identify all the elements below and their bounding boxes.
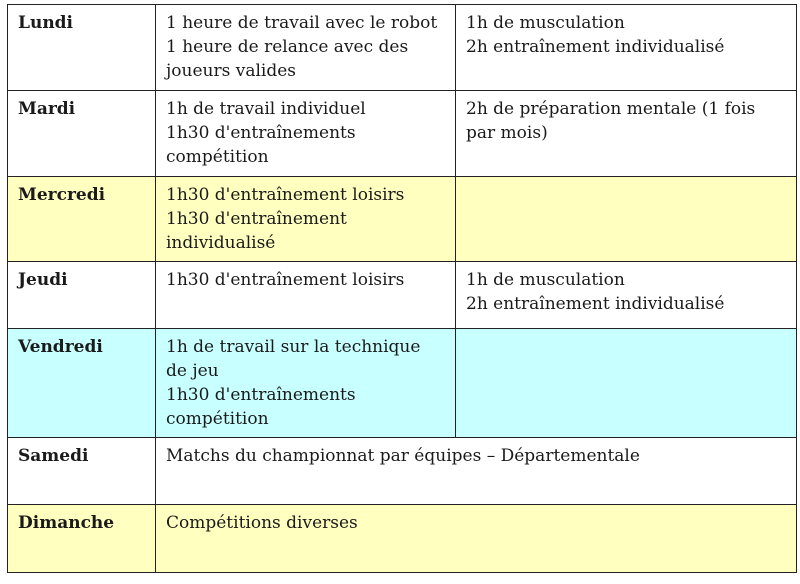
day-cell: Samedi bbox=[8, 438, 156, 505]
day-cell: Dimanche bbox=[8, 505, 156, 573]
activities-cell bbox=[456, 91, 797, 177]
row-lundi bbox=[8, 5, 797, 91]
activities-cell bbox=[156, 5, 456, 91]
empty-cell bbox=[456, 329, 797, 438]
activity-line: 1 heure de relance avec des joueurs valides bbox=[166, 37, 409, 81]
day-cell: Mercredi bbox=[8, 177, 156, 262]
activities-cell bbox=[156, 262, 456, 329]
activity-line: 1h de musculation bbox=[466, 13, 625, 33]
row-mardi bbox=[8, 91, 797, 177]
row-jeudi bbox=[8, 262, 797, 329]
activities-cell bbox=[456, 262, 797, 329]
activity-line: 1h30 d'entraînement loisirs bbox=[166, 270, 405, 290]
activity-line: 1h de travail sur la technique de jeu bbox=[166, 337, 421, 381]
day-cell: Mardi bbox=[8, 91, 156, 177]
activity-line: 2h de préparation mentale (1 fois par mois) bbox=[466, 99, 756, 143]
weekly-schedule-table bbox=[7, 4, 797, 573]
activity-line: 1h de musculation bbox=[466, 270, 625, 290]
activity-line: 1h30 d'entraînements compétition bbox=[166, 123, 356, 167]
activities-cell bbox=[156, 91, 456, 177]
activities-span-cell bbox=[156, 438, 797, 505]
day-cell: Vendredi bbox=[8, 329, 156, 438]
activity-line: 1 heure de travail avec le robot bbox=[166, 13, 438, 33]
row-samedi bbox=[8, 438, 797, 505]
activity-line: 2h entraînement individualisé bbox=[466, 37, 725, 57]
activity-line: 1h de travail individuel bbox=[166, 99, 366, 119]
day-cell: Lundi bbox=[8, 5, 156, 91]
activities-span-cell bbox=[156, 505, 797, 573]
activity-line: 2h entraînement individualisé bbox=[466, 294, 725, 314]
row-vendredi bbox=[8, 329, 797, 438]
row-dimanche bbox=[8, 505, 797, 573]
activity-line: Compétitions diverses bbox=[166, 513, 358, 533]
activities-cell bbox=[156, 177, 456, 262]
activity-line: 1h30 d'entraînements compétition bbox=[166, 385, 356, 429]
activities-cell bbox=[156, 329, 456, 438]
activity-line: 1h30 d'entraînement loisirs bbox=[166, 185, 405, 205]
activity-line: Matchs du championnat par équipes – Départementale bbox=[166, 446, 640, 466]
activities-cell bbox=[456, 5, 797, 91]
row-mercredi bbox=[8, 177, 797, 262]
activity-line: 1h30 d'entraînement individualisé bbox=[166, 209, 347, 253]
day-cell: Jeudi bbox=[8, 262, 156, 329]
empty-cell bbox=[456, 177, 797, 262]
